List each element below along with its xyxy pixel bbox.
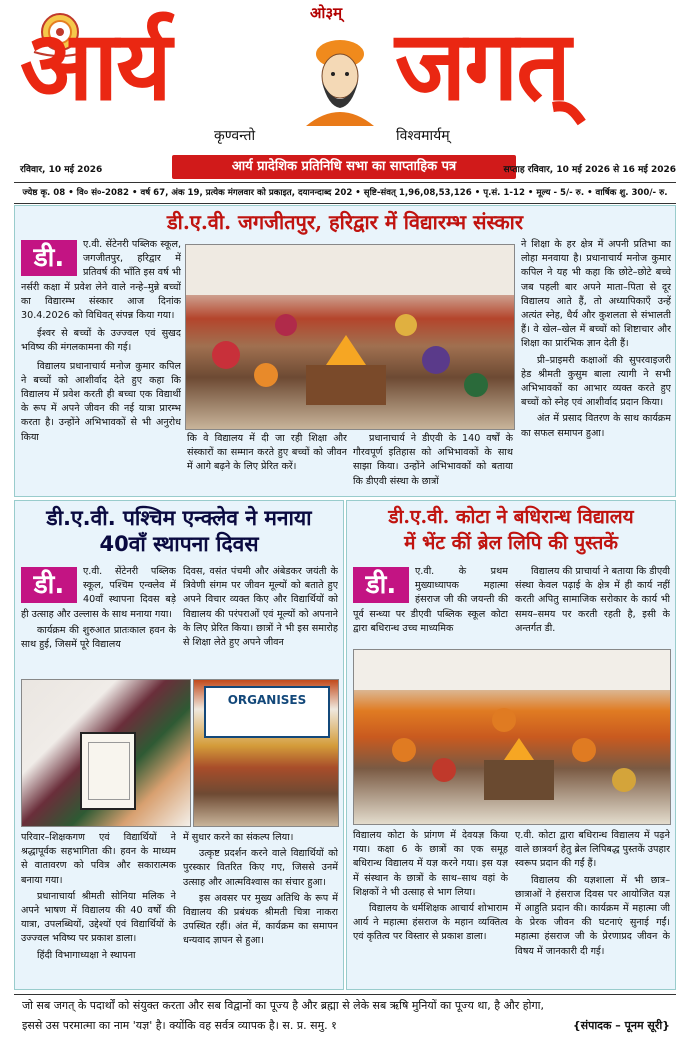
article-headline: डी.ए.वी. कोटा ने बधिरान्ध विद्यालय xyxy=(388,506,634,528)
paragraph: प्रधानाचार्य ने डीएवी के 140 वर्षों के गौरवपूर्ण इतिहास को अभिभावकों के साथ साझा किया। उन्होंने अभिभावकों को बताया कि डीएवी संस्था के छात्रों xyxy=(353,433,513,487)
article-column xyxy=(187,432,347,496)
week-range: सप्ताह रविवार, 10 मई 2026 से 16 मई 2026 xyxy=(503,165,676,175)
info-bar: ज्येष्ठ कृ. 08 • वि० सं०-2082 • वर्ष 67, अंक 19, प्रत्येक मंगलवार को प्रकाइत, दयानन्दाब्द 202 • सृष्टि-संवत् 1,96,08,53,126 • पृ.सं. 1-12 • मूल्य - 5/- रु. • वार्षिक शु. 300/- रु. xyxy=(14,182,676,204)
certificate xyxy=(80,732,136,810)
paragraph: ए.वी. सेंटेनरी पब्लिक स्कूल, जगजीतपुर, हरिद्वार में प्रतिवर्ष की भाँति इस वर्ष भी नर्सरी कक्षा में प्रवेश लेने वाले नन्हे–मुन्ने बच्चों का विद्यारम्भ संस्कार आज दिनांक 30.4.2026 को विधिवत् संपन्न किया गया। xyxy=(21,239,181,322)
paragraph: परिवार–शिक्षकगण एवं विद्यार्थियों ने श्रद्धापूर्वक सहभागिता की। हवन के माध्यम से वातावरण को पवित्र और सकारात्मक बनाया गया। xyxy=(21,832,176,886)
paragraph: प्री–प्राइमरी कक्षाओं की सुपरवाइजरी हेड श्रीमती कुसुम बाला त्यागी ने सभी अभिभावकों का आभार व्यक्त करते हुए बच्चों को स्नेह एवं आशीर्वाद प्रदान किया। xyxy=(521,354,671,409)
article-column xyxy=(21,565,176,679)
publication-band: आर्य प्रादेशिक प्रतिनिधि सभा का साप्ताहिक पत्र xyxy=(172,155,516,179)
article-column xyxy=(353,829,508,987)
paragraph: इस अवसर पर मुख्य अतिथि के रूप में विद्यालय की प्रबंधक श्रीमती चित्रा नाकरा उपस्थित रहीं। अंत में, कार्यक्रम का समापन धन्यवाद ज्ञापन से हुआ। xyxy=(183,892,338,947)
drop-cap: डी. xyxy=(21,567,77,603)
paragraph: ने शिक्षा के हर क्षेत्र में अपनी प्रतिभा का लोहा मनवाया है। प्रधानाचार्य मनोज कुमार कपिल ने यह भी कहा कि छोटे–छोटे बच्चे जब पहली बार अपने माता–पिता से दूर विद्यालय आते हैं, तो अध्यापिकाएँ उन्हें अत्यंत स्नेह, धैर्य और कुशलता से संभालती हैं। वे खेल–खेल में बच्चों को शिष्टाचार और शिक्षा का प्रारंभिक ज्ञान देती हैं। xyxy=(521,239,671,350)
article-headline: डी.ए.वी. जगजीतपुर, हरिद्वार में विद्यारम्भ संस्कार xyxy=(166,210,524,234)
footer-quote-line2: इससे उस परमात्मा का नाम 'यज्ञ' है। क्योंकि वह सर्वत्र व्यापक है। स. प्र. समु. १ xyxy=(22,1019,337,1032)
paragraph: विद्यालय की यज्ञशाला में भी छात्र–छात्राओं ने हंसराज दिवस पर आयोजित यज्ञ में आहुति प्रदान की। कार्यक्रम में महात्मा जी के प्रेरक जीवन की घटनाएं सुनाई गईं। महात्मा हंसराज जी के प्रेरणाप्रद जीवन के विषय में जानकारी दी गई। xyxy=(515,874,670,957)
article-column xyxy=(521,238,671,496)
article-column xyxy=(353,565,508,647)
paragraph: ए.वी. सेंटेनरी पब्लिक स्कूल, पश्चिम एन्क्लेव में 40वाँ स्थापना दिवस बड़े ही उत्साह और उल्लास के साथ मनाया गया। xyxy=(21,566,176,620)
paragraph: अंत में प्रसाद वितरण के साथ कार्यक्रम का सफल समापन हुआ। xyxy=(521,413,671,439)
paragraph: कि वे विद्यालय में दी जा रही शिक्षा और संस्कारों का सम्मान करते हुए बच्चों को जीवन में आगे बढ़ने के लिए प्रेरित करें। xyxy=(187,433,347,473)
article-column xyxy=(353,432,513,496)
article-column xyxy=(21,238,181,494)
paragraph: उत्कृष्ट प्रदर्शन करने वाले विद्यार्थियों को पुरस्कार वितरित किए गए, जिससे उनमें उत्साह और आत्मविश्वास का संचार हुआ। xyxy=(183,848,338,888)
article-column xyxy=(183,565,338,679)
havan-students-photo xyxy=(193,679,339,827)
principal-certificate-photo xyxy=(21,679,191,827)
article-headline: 40वाँ स्थापना दिवस xyxy=(99,532,259,556)
paragraph: प्रधानाचार्या श्रीमती सोनिया मलिक ने अपने भाषण में विद्यालय की 40 वर्षों की यात्रा, उपलब्धियों, उद्देश्यों एवं विद्यार्थियों के उज्ज्वल भविष्य पर प्रकाश डाला। xyxy=(21,890,176,945)
article-column xyxy=(515,829,670,987)
issue-date: रविवार, 10 मई 2026 xyxy=(20,165,103,175)
article-column xyxy=(515,565,670,647)
motto-right: विश्वमार्यम् xyxy=(396,128,450,144)
drop-cap: डी. xyxy=(353,567,409,603)
organises-banner: ORGANISES xyxy=(204,686,330,738)
paragraph: में सुधार करने का संकल्प लिया। xyxy=(183,832,294,843)
article-headline: डी.ए.वी. पश्चिम एन्क्लेव ने मनाया xyxy=(46,506,312,530)
article-column xyxy=(21,831,176,987)
masthead-title-left: आर्य xyxy=(20,9,170,122)
masthead-title-right: जगत् xyxy=(395,9,569,122)
paragraph: कार्यक्रम की शुरुआत प्रातःकाल हवन के साथ हुई, जिसमें पूरे विद्यालय xyxy=(21,624,176,651)
paragraph: हिंदी विभागाध्यक्षा ने स्थापना xyxy=(37,949,136,961)
paragraph: विद्यालय की प्राचार्या ने बताया कि डीएवी संस्था केवल पढ़ाई के क्षेत्र में ही कार्य नहीं करती अपितु सामाजिक सरोकार के कार्य भी समय–समय पर करती रहती है, इसी के अन्तर्गत डी. xyxy=(515,566,670,634)
paragraph: विद्यालय के धर्मशिक्षक आचार्य शोभाराम आर्य ने महात्मा हंसराज के महान व्यक्तित्व एवं कृतित्व पर विस्तार से प्रकाश डाला। xyxy=(353,903,508,943)
article-column xyxy=(183,831,338,987)
footer-quote-line1: जो सब जगत् के पदार्थों को संयुक्त करता और सब विद्वानों का पूज्य है और ब्रह्मा से लेके सब ऋषि मुनियों का पूज्य था, है और होगा, xyxy=(22,999,545,1012)
article-haridwar xyxy=(14,205,676,497)
paragraph: दिवस, वसंत पंचमी और अंबेडकर जयंती के त्रिवेणी संगम पर जीवन मूल्यों को बताते हुए अपने विचार व्यक्त किए और विद्यार्थियों को विद्यालय की परंपराओं एवं मूल्यों को अपनाने के लिए प्रेरित किया। छात्रों ने भी इस समारोह से शिक्षा लेते हुए अपने जीवन xyxy=(183,566,338,649)
portrait-illustration xyxy=(300,36,380,126)
article-paschim-enclave xyxy=(14,500,344,990)
paragraph: विद्यालय कोटा के प्रांगण में देवयज्ञ किया गया। कक्षा 6 के छात्रों का एक समूह बधिरान्ध विद्यालय में यज्ञ करने गया। इस यज्ञ में संस्थान के छात्रों के साथ–साथ वहां के शिक्षकों ने भी उत्साह से भाग लिया। xyxy=(353,830,508,898)
article-kota xyxy=(346,500,676,990)
paragraph: ए.वी. कोटा द्वारा बधिरान्ध विद्यालय में पढ़ने वाले छात्रवर्ग हेतु ब्रेल लिपिबद्ध पुस्तकें उपहार स्वरूप प्रदान की गईं हैं। xyxy=(515,830,670,870)
paragraph: ईश्वर से बच्चों के उज्ज्वल एवं सुखद भविष्य की मंगलकामना की गई। xyxy=(21,328,181,354)
havan-photo xyxy=(185,244,515,430)
article-headline: में भेंट कीं ब्रेल लिपि की पुस्तकें xyxy=(404,532,618,554)
editor-credit: {संपादक – पूनम सूरी} xyxy=(572,1019,670,1032)
paragraph: ए.वी. के प्रथम मुख्याध्यापक महात्मा हंसराज जी की जयन्ती की पूर्व सन्ध्या पर डीएवी पब्लिक स्कूल कोटा द्वारा बधिरान्ध उच्च माध्यमिक xyxy=(353,566,508,634)
paragraph: विद्यालय प्रधानाचार्य मनोज कुमार कपिल ने बच्चों को आशीर्वाद देते हुए कहा कि विद्यालय में प्रवेश करती ही बच्चा एक विद्यार्थी के रूप में अपने जीवन की नई यात्रा प्रारम्भ करता है। उन्होंने अभिभावकों से भी अनुरोध किया xyxy=(21,360,181,443)
yajna-photo xyxy=(353,649,671,825)
om-symbol: ओ३म् xyxy=(310,4,343,22)
motto-left: कृण्वन्तो xyxy=(214,128,256,144)
drop-cap: डी. xyxy=(21,240,77,276)
